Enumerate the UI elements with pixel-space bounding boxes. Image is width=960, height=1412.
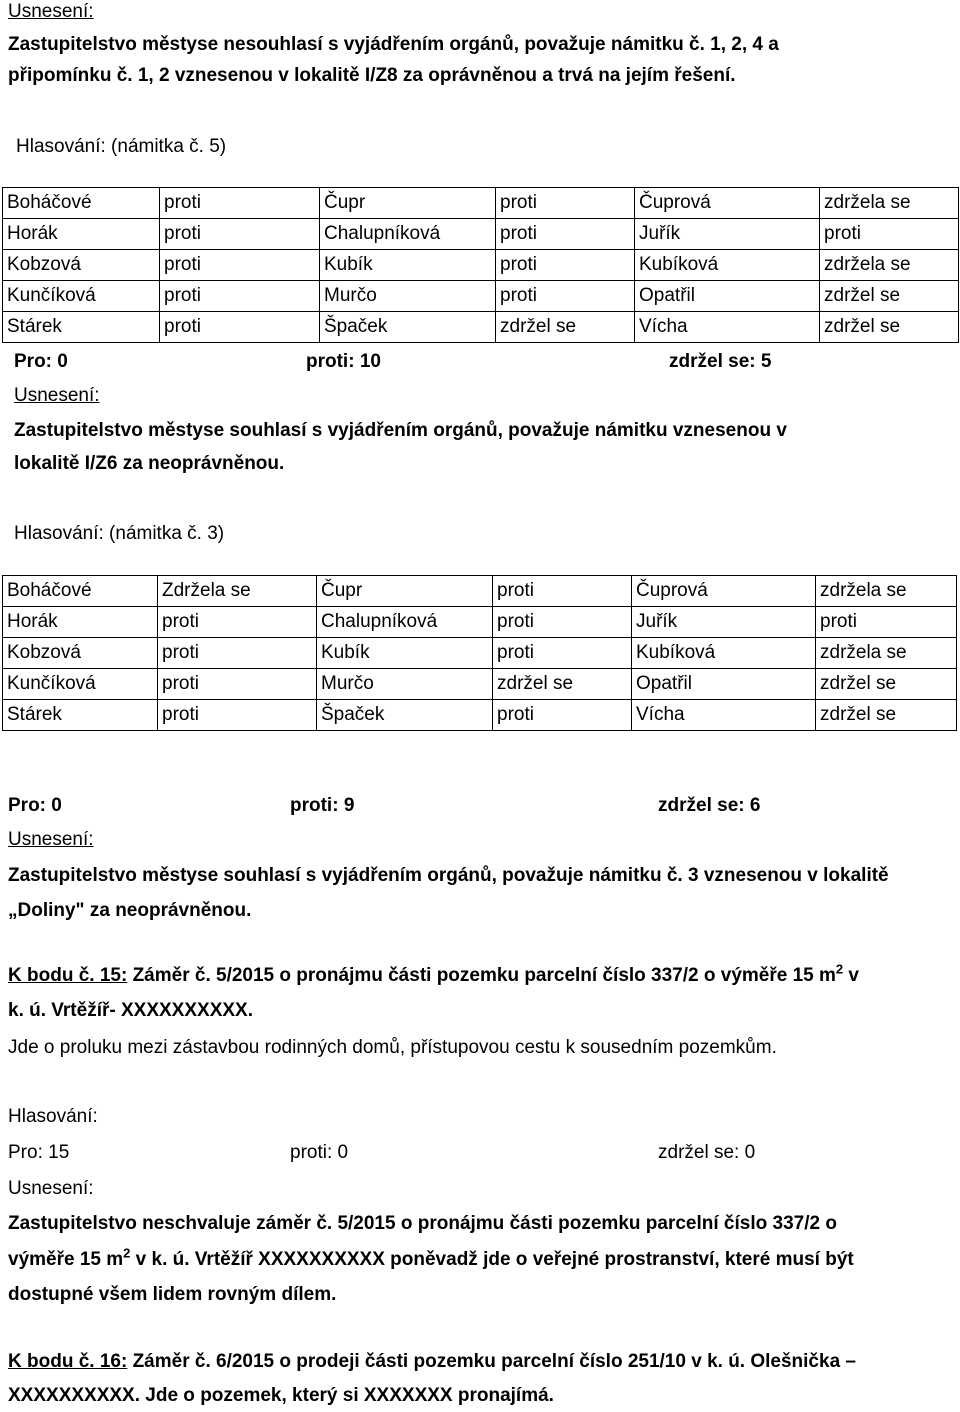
vote-cell: proti [160, 312, 320, 343]
table-row [3, 250, 959, 281]
vote-cell: zdržela se [820, 188, 959, 219]
tally-pro: Pro: 0 [8, 795, 62, 816]
resolution-label: Usnesení: [8, 1, 94, 22]
member-name-cell: Horák [3, 607, 158, 638]
tally-against: proti: 0 [290, 1142, 349, 1163]
vote-cell: zdržela se [816, 576, 957, 607]
vote-cell: proti [158, 700, 317, 731]
member-name-cell: Boháčové [3, 576, 158, 607]
vote-cell: proti [496, 281, 635, 312]
vote-cell: proti [816, 607, 957, 638]
tally-pro: Pro: 0 [14, 351, 68, 372]
member-name-cell: Kobzová [3, 638, 158, 669]
vote-table [2, 575, 957, 731]
member-name-cell: Stárek [3, 700, 158, 731]
agenda-item-description: Jde o proluku mezi zástavbou rodinných domů, přístupovou cestu k sousedním pozemkům. [8, 1037, 777, 1058]
member-name-cell: Špaček [320, 312, 496, 343]
vote-cell: proti [496, 188, 635, 219]
member-name-cell: Juřík [635, 219, 820, 250]
table-row [3, 576, 957, 607]
resolution-label: Usnesení: [8, 1178, 94, 1199]
agenda-item-ref: K bodu č. 16: [8, 1351, 128, 1372]
vote-cell: proti [160, 281, 320, 312]
member-name-cell: Kubíková [635, 250, 820, 281]
member-name-cell: Čupr [320, 188, 496, 219]
vote-cell: proti [160, 250, 320, 281]
member-name-cell: Opatřil [635, 281, 820, 312]
agenda-item-title: k. ú. Vrtěžíř- XXXXXXXXXX. [8, 1000, 253, 1021]
vote-cell: zdržel se [820, 281, 959, 312]
tally-pro: Pro: 15 [8, 1142, 70, 1163]
table-row [3, 219, 959, 250]
member-name-cell: Horák [3, 219, 160, 250]
vote-cell: proti [820, 219, 959, 250]
member-name-cell: Vícha [632, 700, 816, 731]
resolution-text: Zastupitelstvo městyse souhlasí s vyjádřením orgánů, považuje námitku vznesenou v [14, 420, 787, 441]
agenda-item-ref: K bodu č. 15: [8, 965, 128, 986]
vote-cell: zdržel se [496, 312, 635, 343]
resolution-text: Zastupitelstvo neschvaluje záměr č. 5/2015 o pronájmu části pozemku parcelní číslo 337/2 o [8, 1213, 837, 1234]
member-name-cell: Kobzová [3, 250, 160, 281]
member-name-cell: Chalupníková [320, 219, 496, 250]
table-row [3, 669, 957, 700]
member-name-cell: Vícha [635, 312, 820, 343]
vote-cell: proti [158, 638, 317, 669]
vote-cell: proti [158, 607, 317, 638]
vote-cell: proti [493, 638, 632, 669]
table-row [3, 638, 957, 669]
vote-cell: zdržel se [816, 669, 957, 700]
resolution-label: Usnesení: [8, 829, 94, 850]
member-name-cell: Špaček [317, 700, 493, 731]
member-name-cell: Murčo [317, 669, 493, 700]
vote-cell: zdržel se [816, 700, 957, 731]
vote-cell: proti [493, 607, 632, 638]
vote-cell: Zdržela se [158, 576, 317, 607]
member-name-cell: Kunčíková [3, 669, 158, 700]
table-row [3, 312, 959, 343]
resolution-text: dostupné všem lidem rovným dílem. [8, 1284, 337, 1305]
member-name-cell: Murčo [320, 281, 496, 312]
vote-table [2, 187, 959, 343]
table-row [3, 700, 957, 731]
vote-heading: Hlasování: (námitka č. 5) [16, 136, 227, 157]
resolution-text: výměře 15 $m^2$ v k. ú. Vrtěžíř XXXXXXXXXX poněvadž jde o veřejné prostranství, které musí být [8, 1245, 854, 1270]
member-name-cell: Stárek [3, 312, 160, 343]
table-row [3, 188, 959, 219]
member-name-cell: Juřík [632, 607, 816, 638]
tally-abstain: zdržel se: 6 [658, 795, 761, 816]
vote-cell: proti [493, 576, 632, 607]
resolution-text: připomínku č. 1, 2 vznesenou v lokalitě I/Z8 za oprávněnou a trvá na jejím řešení. [8, 65, 736, 86]
tally-against: proti: 10 [306, 351, 381, 372]
vote-cell: zdržela se [816, 638, 957, 669]
member-name-cell: Kubík [317, 638, 493, 669]
member-name-cell: Kunčíková [3, 281, 160, 312]
resolution-text: Zastupitelstvo městyse nesouhlasí s vyjádřením orgánů, považuje námitku č. 1, 2, 4 a [8, 34, 779, 55]
vote-heading: Hlasování: (námitka č. 3) [14, 523, 225, 544]
member-name-cell: Čuprová [635, 188, 820, 219]
vote-cell: proti [496, 250, 635, 281]
resolution-text: lokalitě I/Z6 za neoprávněnou. [14, 453, 285, 474]
vote-cell: proti [160, 188, 320, 219]
vote-cell: proti [496, 219, 635, 250]
tally-abstain: zdržel se: 0 [658, 1142, 756, 1163]
tally-against: proti: 9 [290, 795, 355, 816]
table-row [3, 607, 957, 638]
agenda-item-title: K bodu č. 15: Záměr č. 5/2015 o pronájmu části pozemku parcelní číslo 337/2 o výměře 15 $m^2$ v [8, 961, 859, 986]
member-name-cell: Kubík [320, 250, 496, 281]
member-name-cell: Čupr [317, 576, 493, 607]
vote-cell: proti [493, 700, 632, 731]
vote-cell: proti [158, 669, 317, 700]
table-row [3, 281, 959, 312]
tally-abstain: zdržel se: 5 [669, 351, 772, 372]
vote-cell: zdržela se [820, 250, 959, 281]
resolution-text: „Doliny" za neoprávněnou. [8, 900, 252, 921]
member-name-cell: Čuprová [632, 576, 816, 607]
vote-heading: Hlasování: [8, 1106, 98, 1127]
member-name-cell: Opatřil [632, 669, 816, 700]
resolution-text: Zastupitelstvo městyse souhlasí s vyjádřením orgánů, považuje námitku č. 3 vznesenou v lokalitě [8, 865, 889, 886]
agenda-item-title: K bodu č. 16: Záměr č. 6/2015 o prodeji části pozemku parcelní číslo 251/10 v k. ú. Olešnička – [8, 1351, 856, 1372]
vote-cell: proti [160, 219, 320, 250]
agenda-item-title: XXXXXXXXXX. Jde o pozemek, který si XXXXXXX pronajímá. [8, 1385, 554, 1406]
vote-cell: zdržel se [493, 669, 632, 700]
member-name-cell: Kubíková [632, 638, 816, 669]
member-name-cell: Chalupníková [317, 607, 493, 638]
member-name-cell: Boháčové [3, 188, 160, 219]
resolution-label: Usnesení: [14, 385, 100, 406]
vote-cell: zdržel se [820, 312, 959, 343]
